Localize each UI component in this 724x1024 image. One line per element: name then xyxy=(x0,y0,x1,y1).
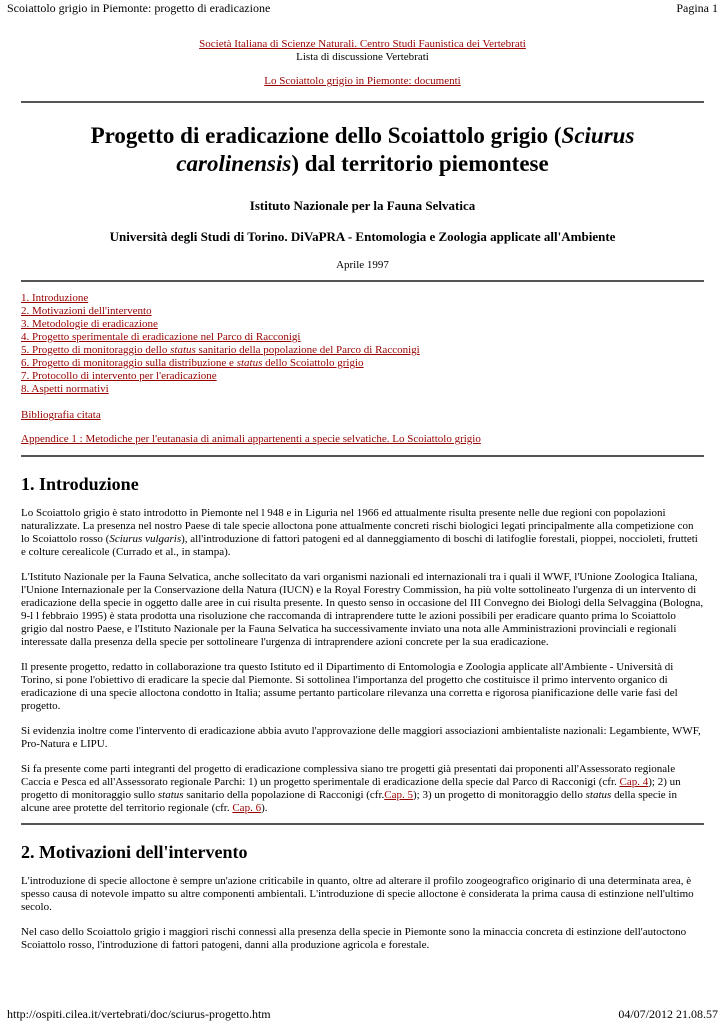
society-link[interactable]: Società Italiana di Scienze Naturali. Centro Studi Faunistica dei Vertebrati xyxy=(199,38,526,50)
section-heading-introduzione: 1. Introduzione xyxy=(21,474,139,494)
toc-link-monitoraggio-distribuzione[interactable]: 6. Progetto di monitoraggio sulla distribuzione e status dello Scoiattolo grigio xyxy=(21,357,364,369)
page-footer-timestamp: 04/07/2012 21.08.57 xyxy=(618,1007,718,1021)
paragraph: L'Istituto Nazionale per la Fauna Selvatica, anche sollecitato da vari organismi nazionali ed internazionali tra i quali il WWF, l'Unione Zoologica Italiana, l'Unione Internazionale per la Conservazione della Natura (IUCN) e la Royal Forestry Commission, ha più volte sottolineato l'urgenza di un intervento di eradicazione della specie in oggetto dalle aree in cui risulta presente. In questo senso in occasione del III Convegno dei Biologi della Selvaggina (Bologna, 9-l l febbraio 1995) è stata prodotta una risoluzione che raccomanda di intraprendere tutte le azioni possibili per eradicare quanto prima lo Scoiattolo grigio dal nostro Paese, e l'Istituto Nazionale per la Fauna Selvatica ha successivamente inviato una nota alle Amministrazioni provinciali e regionali interessate dalla presenza della specie per sottolineare l'urgenza di intraprendere azioni concrete per la sua eradicazione. xyxy=(21,571,704,648)
cap4-link[interactable]: Cap. 4 xyxy=(619,776,649,788)
university-name: Università degli Studi di Torino. DiVaPRA - Entomologia e Zoologia applicate all'Ambiente xyxy=(109,229,616,244)
toc-link-protocollo[interactable]: 7. Protocollo di intervento per l'eradicazione xyxy=(21,370,217,382)
toc-link-aspetti-normativi[interactable]: 8. Aspetti normativi xyxy=(21,383,109,395)
section-heading-motivazioni: 2. Motivazioni dell'intervento xyxy=(21,842,248,862)
table-of-contents xyxy=(21,292,704,396)
mailing-list-text: Lista di discussione Vertebrati xyxy=(296,51,429,63)
toc-link-progetto-sperimentale[interactable]: 4. Progetto sperimentale di eradicazione nel Parco di Racconigi xyxy=(21,331,301,343)
paragraph: Nel caso dello Scoiattolo grigio i maggiori rischi connessi alla presenza della specie in Piemonte sono la minaccia concreta di estinzione dell'autoctono Scoiattolo rosso, l'introduzione di fattori patogeni, danni alla produzione agricola e forestale. xyxy=(21,926,687,951)
paragraph: L'introduzione di specie alloctone è sempre un'azione criticabile in quanto, oltre ad alterare il profilo zoogeografico originario di una determinata area, è spesso causa di notevole impatto su altre componenti ambientali. L'introduzione di specie alloctone è considerata la prima causa di estinzione nell'ultimo secolo. xyxy=(21,875,694,913)
divider xyxy=(21,823,704,825)
paragraph: Si fa presente come parti integranti del progetto di eradicazione complessiva siano tre progetti già presentati dai proponenti all'Assessorato regionale Caccia e Pesca ed all'Assessorato regionale Parchi: 1) un progetto sperimentale di eradicazione della specie dal Parco di Racconigi (cfr. Cap. 4); 2) un progetto di monitoraggio sullo status sanitario della popolazione di Racconigi (cfr.Cap. 5); 3) un progetto di monitoraggio dello status della specie in alcune aree protette del territorio regionale (cfr. Cap. 6). xyxy=(21,763,681,814)
divider xyxy=(21,280,704,282)
top-links xyxy=(21,38,704,88)
divider xyxy=(21,455,704,457)
documents-link[interactable]: Lo Scoiattolo grigio in Piemonte: documenti xyxy=(264,75,461,87)
appendix-link[interactable]: Appendice 1 : Metodiche per l'eutanasia di animali appartenenti a specie selvatiche. Lo Scoiattolo grigio xyxy=(21,433,481,445)
toc-link-introduzione[interactable]: 1. Introduzione xyxy=(21,292,89,304)
cap5-link[interactable]: Cap. 5 xyxy=(384,789,413,801)
paragraph: Si evidenzia inoltre come l'intervento di eradicazione abbia avuto l'approvazione delle maggiori associazioni ambientaliste nazionali: Legambiente, WWF, Pro-Natura e LIPU. xyxy=(21,725,701,750)
toc-link-motivazioni[interactable]: 2. Motivazioni dell'intervento xyxy=(21,305,152,317)
toc-link-monitoraggio-sanitario[interactable]: 5. Progetto di monitoraggio dello status sanitario della popolazione del Parco di Racconigi xyxy=(21,344,420,356)
document-content xyxy=(21,38,704,952)
document-title: Progetto di eradicazione dello Scoiattolo grigio (Sciurus carolinensis) dal territorio piemontese xyxy=(90,123,635,176)
divider xyxy=(21,101,704,103)
paragraph: Lo Scoiattolo grigio è stato introdotto in Piemonte nel l 948 e in Liguria nel 1966 ed attualmente risulta presente nelle due regioni con popolazioni naturalizzate. La presenza nel nostro Paese di tale specie alloctona pone attualmente concreti rischi biologici legati principalmente alla competizione con lo Scoiattolo rosso (Sciurus vulgaris), all'introduzione di fattori patogeni ed al danneggiamento di boschi di latifoglie forestali, pioppei, noccioleti, frutteti e colture cerealicole (Currado et al., in stampa). xyxy=(21,507,698,558)
page-header-title: Scoiattolo grigio in Piemonte: progetto di eradicazione xyxy=(7,1,271,15)
publication-date: Aprile 1997 xyxy=(336,259,389,271)
cap6-link[interactable]: Cap. 6 xyxy=(232,802,262,814)
paragraph: Il presente progetto, redatto in collaborazione tra questo Istituto ed il Dipartimento di Entomologia e Zoologia applicate all'Ambiente - Università di Torino, si pone l'obiettivo di eradicare la specie dal Piemonte. Si sottolinea l'importanza del progetto che costituisce il primo intervento organico di eradicazione di una specie alloctona condotto in Italia; assume pertanto particolare rilevanza una corretta e rigorosa pianificazione delle varie fasi del progetto. xyxy=(21,661,678,712)
institute-name: Istituto Nazionale per la Fauna Selvatica xyxy=(249,198,476,213)
page-number: Pagina 1 xyxy=(676,1,718,15)
page-footer-url: http://ospiti.cilea.it/vertebrati/doc/sciurus-progetto.htm xyxy=(7,1007,271,1021)
bibliography-link[interactable]: Bibliografia citata xyxy=(21,409,101,421)
toc-link-metodologie[interactable]: 3. Metodologie di eradicazione xyxy=(21,318,158,330)
